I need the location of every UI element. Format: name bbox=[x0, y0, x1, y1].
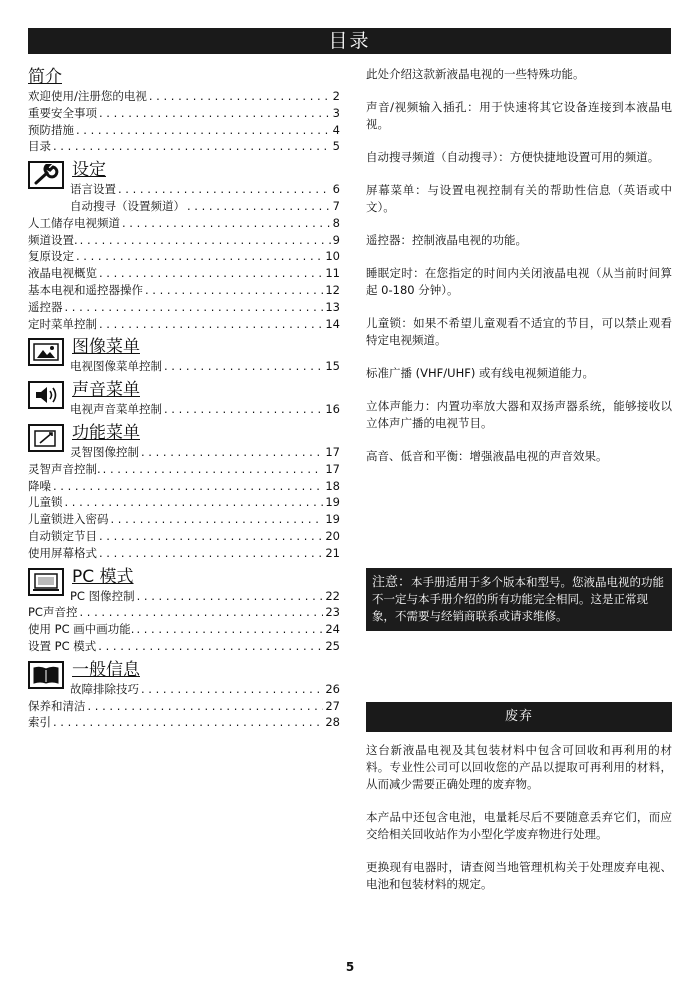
toc-entry-label: 灵智图像控制 bbox=[70, 444, 139, 459]
toc-section-sound bbox=[28, 379, 340, 418]
page-title: 目录 bbox=[28, 28, 671, 54]
disposal-paragraph: 这台新液晶电视及其包装材料中包含可回收和再利用的材料。专业性公司可以回收您的产品以提取可再利用的材料，从而减少需要正确处理的废弃物。 bbox=[366, 743, 672, 791]
toc-entry[interactable] bbox=[28, 478, 340, 495]
feature-item: 儿童锁：如果不希望儿童观看不适宜的节目，可以禁止观看特定电视频道。 bbox=[366, 316, 672, 347]
toc-entry-label: 欢迎使用/注册您的电视 bbox=[28, 89, 147, 103]
toc-section-general bbox=[28, 659, 340, 698]
feature-item: 屏幕菜单：与设置电视控制有关的帮助性信息（英语或中文）。 bbox=[366, 183, 672, 214]
toc-entry[interactable] bbox=[28, 511, 340, 528]
toc-entry[interactable] bbox=[28, 545, 340, 562]
toc-entry-label: 降噪 bbox=[28, 478, 51, 493]
toc-heading-intro[interactable]: 简介 bbox=[28, 67, 62, 87]
toc-entry[interactable] bbox=[28, 138, 340, 155]
feature-item: 立体声能力：内置功率放大器和双扬声器系统，能够接收以立体声广播的电视节目。 bbox=[366, 399, 672, 430]
toc-entry[interactable] bbox=[28, 88, 340, 105]
toc-entry-label: 遥控器 bbox=[28, 299, 63, 314]
toc-entry-page: 21 bbox=[325, 545, 340, 560]
toc-entry-page: 27 bbox=[325, 698, 340, 713]
toc-entry[interactable] bbox=[28, 698, 340, 715]
toc-entry-label: 电视声音菜单控制 bbox=[70, 402, 162, 417]
toc-entry[interactable] bbox=[28, 494, 340, 511]
toc-entry-label: 人工储存电视频道 bbox=[28, 215, 120, 230]
toc-entry[interactable] bbox=[28, 528, 340, 545]
disposal-paragraph: 本产品中还包含电池，电量耗尽后不要随意丢弃它们，而应交给相关回收站作为小型化学废弃物进行处理。 bbox=[366, 810, 672, 841]
toc-entry-page: 22 bbox=[325, 588, 340, 603]
toc-entry-label: 使用屏幕格式 bbox=[28, 545, 97, 560]
toc-heading-sound[interactable]: 声音菜单 bbox=[72, 380, 140, 401]
feature-item: 标准广播 (VHF/UHF) 或有线电视频道能力。 bbox=[366, 366, 594, 380]
notice-text: 本手册适用于多个版本和型号。您液晶电视的功能不一定与本手册介绍的所有功能完全相同。这是正常现象，不需要与经销商联系或请求维修。 bbox=[372, 575, 665, 623]
speaker-icon bbox=[28, 381, 64, 409]
toc-entry-label: 语言设置 bbox=[70, 182, 116, 197]
monitor-icon bbox=[28, 568, 64, 596]
features-list bbox=[366, 66, 672, 481]
toc-entry-page: 24 bbox=[325, 622, 340, 637]
toc-section-pc bbox=[28, 566, 340, 605]
toc-entry[interactable] bbox=[70, 681, 340, 698]
toc-entry-page: 8 bbox=[332, 215, 340, 230]
toc-heading-setup[interactable]: 设定 bbox=[72, 160, 106, 181]
toc-entry[interactable] bbox=[28, 215, 340, 232]
toc-entry-label: PC声音控 bbox=[28, 605, 78, 620]
toc-entry-page: 3 bbox=[332, 105, 340, 120]
toc-entry[interactable] bbox=[70, 588, 340, 605]
toc-entry-page: 25 bbox=[325, 638, 340, 653]
toc-entry-label: 儿童锁进入密码 bbox=[28, 512, 109, 527]
picture-icon bbox=[28, 338, 64, 366]
toc-entry[interactable] bbox=[28, 316, 340, 333]
toc-entry-label: 自动锁定节目 bbox=[28, 528, 97, 543]
toc-entry[interactable] bbox=[28, 265, 340, 282]
wrench-icon bbox=[28, 161, 64, 189]
disposal-section bbox=[366, 742, 672, 909]
toc-entry-page: 19 bbox=[325, 495, 340, 510]
toc-entry-page: 14 bbox=[325, 316, 340, 331]
toc-section-feature bbox=[28, 422, 340, 461]
toc-entry-label: 灵智声音控制. bbox=[28, 461, 101, 476]
feature-icon bbox=[28, 424, 64, 452]
toc-entry[interactable] bbox=[70, 401, 340, 418]
toc-entry[interactable] bbox=[28, 299, 340, 316]
toc-entry-page: 7 bbox=[332, 198, 340, 213]
toc-entry-label: 儿童锁 bbox=[28, 495, 63, 510]
toc-entry-label: PC 图像控制 bbox=[70, 588, 135, 603]
toc-entry-page: 11 bbox=[325, 266, 340, 281]
toc-entry-label: 定时菜单控制 bbox=[28, 316, 97, 331]
toc-entry-label: 基本电视和遥控器操作 bbox=[28, 282, 143, 297]
toc-entry-label: 液晶电视概览 bbox=[28, 266, 97, 281]
toc-entry[interactable] bbox=[28, 248, 340, 265]
feature-item: 遥控器：控制液晶电视的功能。 bbox=[366, 233, 527, 247]
toc-entry[interactable] bbox=[70, 198, 340, 215]
toc-entry[interactable] bbox=[28, 638, 340, 655]
feature-item: 声音/视频输入插孔：用于快速将其它设备连接到本液晶电视。 bbox=[366, 100, 672, 131]
feature-item: 自动搜寻频道（自动搜寻）：方便快捷地设置可用的频道。 bbox=[366, 150, 660, 164]
notice-label: 注意： bbox=[372, 575, 412, 590]
toc-entry-label: 预防措施 bbox=[28, 122, 74, 137]
toc-entry[interactable] bbox=[28, 105, 340, 122]
table-of-contents bbox=[28, 66, 340, 731]
toc-entry[interactable] bbox=[70, 358, 340, 375]
toc-entry[interactable] bbox=[28, 621, 340, 638]
toc-entry[interactable] bbox=[28, 282, 340, 299]
feature-item: 睡眠定时：在您指定的时间内关闭液晶电视（从当前时间算起 0-180 分钟）。 bbox=[366, 266, 672, 297]
toc-entry-page: 4 bbox=[332, 122, 340, 137]
toc-entry-label: 目录 bbox=[28, 139, 51, 154]
toc-entry-page: 17 bbox=[325, 461, 340, 476]
toc-entry-page: 15 bbox=[325, 359, 340, 374]
toc-entry-label: 电视图像菜单控制 bbox=[70, 359, 162, 374]
toc-entry-page: 2 bbox=[332, 89, 340, 103]
toc-entry-page: 6 bbox=[332, 182, 340, 197]
toc-heading-pc[interactable]: PC 模式 bbox=[72, 566, 134, 587]
toc-entry[interactable] bbox=[28, 714, 340, 731]
features-intro: 此处介绍这款新液晶电视的一些特殊功能。 bbox=[366, 67, 585, 81]
toc-entry[interactable] bbox=[70, 181, 340, 198]
toc-entry-page: 10 bbox=[325, 249, 340, 264]
toc-entry-page: 5 bbox=[332, 139, 340, 154]
toc-entry-page: 17 bbox=[325, 444, 340, 459]
toc-heading-general[interactable]: 一般信息 bbox=[72, 659, 140, 680]
toc-entry-label: 使用 PC 画中画功能. bbox=[28, 622, 135, 637]
toc-section-picture bbox=[28, 336, 340, 375]
toc-entry[interactable] bbox=[28, 604, 340, 621]
notice-box bbox=[366, 568, 672, 631]
toc-entry[interactable] bbox=[28, 232, 340, 249]
toc-entry[interactable] bbox=[70, 444, 340, 461]
toc-entry-page: 28 bbox=[325, 715, 340, 730]
toc-entry-label: 自动搜寻（设置频道） bbox=[70, 198, 185, 213]
toc-entry-label: 故障排除技巧 bbox=[70, 681, 139, 696]
toc-section-setup bbox=[28, 159, 340, 215]
toc-entry-page: 19 bbox=[325, 512, 340, 527]
toc-entry-page: 23 bbox=[325, 605, 340, 620]
toc-heading-picture[interactable]: 图像菜单 bbox=[72, 337, 140, 358]
toc-entry-page: 18 bbox=[325, 478, 340, 493]
feature-item: 高音、低音和平衡：增强液晶电视的声音效果。 bbox=[366, 449, 608, 463]
toc-entry-label: 频道设置. bbox=[28, 232, 78, 247]
toc-entry-page: 13 bbox=[325, 299, 340, 314]
toc-entry-page: 16 bbox=[325, 402, 340, 417]
toc-entry-label: 复原设定 bbox=[28, 249, 74, 264]
book-icon bbox=[28, 661, 64, 689]
toc-entry-label: 保养和清洁 bbox=[28, 698, 86, 713]
toc-entry[interactable] bbox=[28, 461, 340, 478]
toc-entry-label: 重要安全事项 bbox=[28, 105, 97, 120]
disposal-paragraph: 更换现有电器时，请查阅当地管理机构关于处理废弃电视、电池和包装材料的规定。 bbox=[366, 860, 672, 891]
page-number: 5 bbox=[345, 960, 355, 974]
toc-entry-label: 设置 PC 模式 bbox=[28, 638, 97, 653]
toc-entry-label: 索引 bbox=[28, 715, 51, 730]
toc-entry[interactable] bbox=[28, 122, 340, 139]
toc-entry-page: 20 bbox=[325, 528, 340, 543]
toc-entry-page: 12 bbox=[325, 282, 340, 297]
toc-entry-page: 26 bbox=[325, 681, 340, 696]
toc-heading-feature[interactable]: 功能菜单 bbox=[72, 422, 140, 443]
toc-entry-page: 9 bbox=[332, 232, 340, 247]
toc-intro-list bbox=[28, 88, 340, 155]
disposal-heading: 废弃 bbox=[366, 702, 672, 732]
